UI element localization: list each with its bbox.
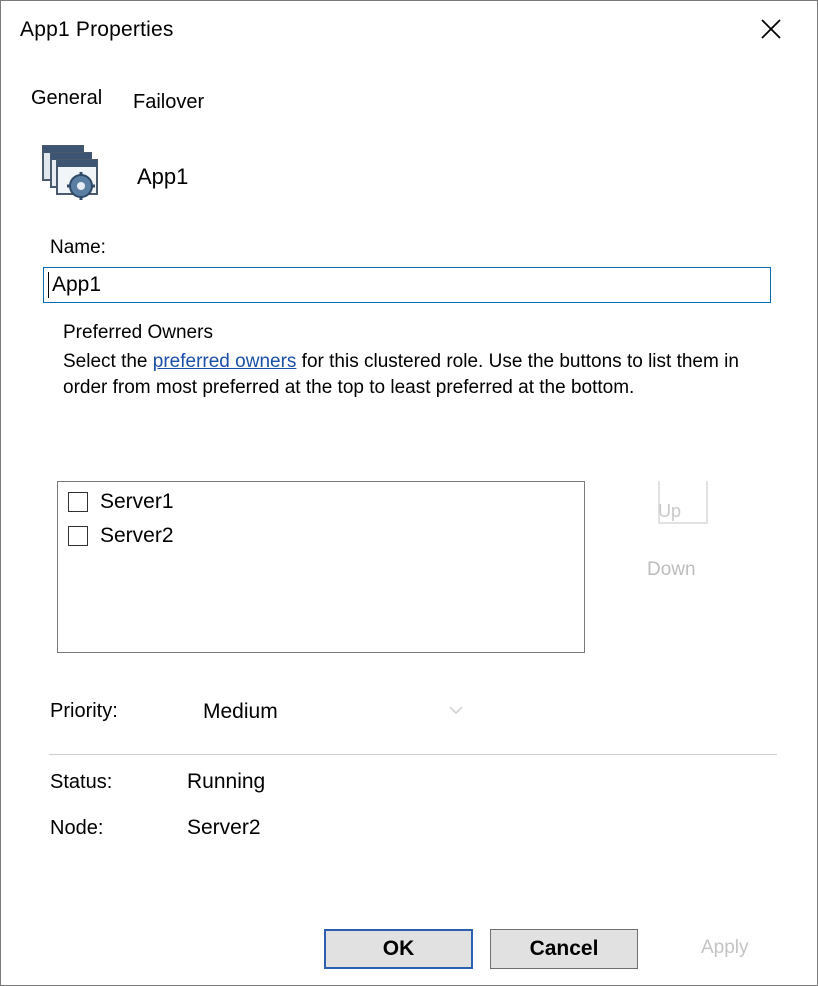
preferred-owners-heading: Preferred Owners <box>63 322 213 343</box>
role-name: App1 <box>137 164 189 189</box>
text-caret <box>48 272 49 298</box>
description-text-end: for this clustered role. Use the buttons to list them in order from most preferred at the top to least preferred at the bottom. <box>63 351 739 398</box>
move-up-button[interactable]: Up <box>658 501 682 521</box>
chevron-down-icon[interactable] <box>448 705 464 715</box>
node-value: Server2 <box>187 816 261 839</box>
status-value: Running <box>187 770 266 793</box>
tab-failover[interactable]: Failover <box>133 91 205 113</box>
priority-dropdown[interactable]: Medium <box>203 700 278 723</box>
close-button[interactable] <box>747 7 795 51</box>
owner-item-server1[interactable] <box>68 490 174 514</box>
move-down-button[interactable]: Down <box>647 559 696 580</box>
clustered-role-icon <box>41 144 103 204</box>
status-label: Status: <box>50 771 113 793</box>
node-label: Node: <box>50 817 104 839</box>
preferred-owners-link[interactable]: preferred owners <box>152 351 297 372</box>
name-input[interactable] <box>43 267 771 303</box>
priority-label: Priority: <box>50 700 118 722</box>
tab-general[interactable]: General <box>31 87 103 109</box>
owner-item-server2[interactable] <box>68 524 174 548</box>
server1-checkbox[interactable] <box>68 492 88 512</box>
ok-button[interactable]: OK <box>324 929 473 969</box>
name-label: Name: <box>50 237 106 258</box>
cancel-button[interactable]: Cancel <box>490 929 638 969</box>
owner-label: Server1 <box>100 490 174 513</box>
close-icon <box>760 18 782 40</box>
apply-button[interactable]: Apply <box>701 937 749 958</box>
owner-label: Server2 <box>100 524 174 547</box>
divider <box>49 754 777 755</box>
server2-checkbox[interactable] <box>68 526 88 546</box>
preferred-owners-description <box>63 349 763 401</box>
dialog-title: App1 Properties <box>20 18 174 41</box>
preferred-owners-list[interactable] <box>57 481 585 653</box>
description-text-start: Select the <box>63 351 153 372</box>
